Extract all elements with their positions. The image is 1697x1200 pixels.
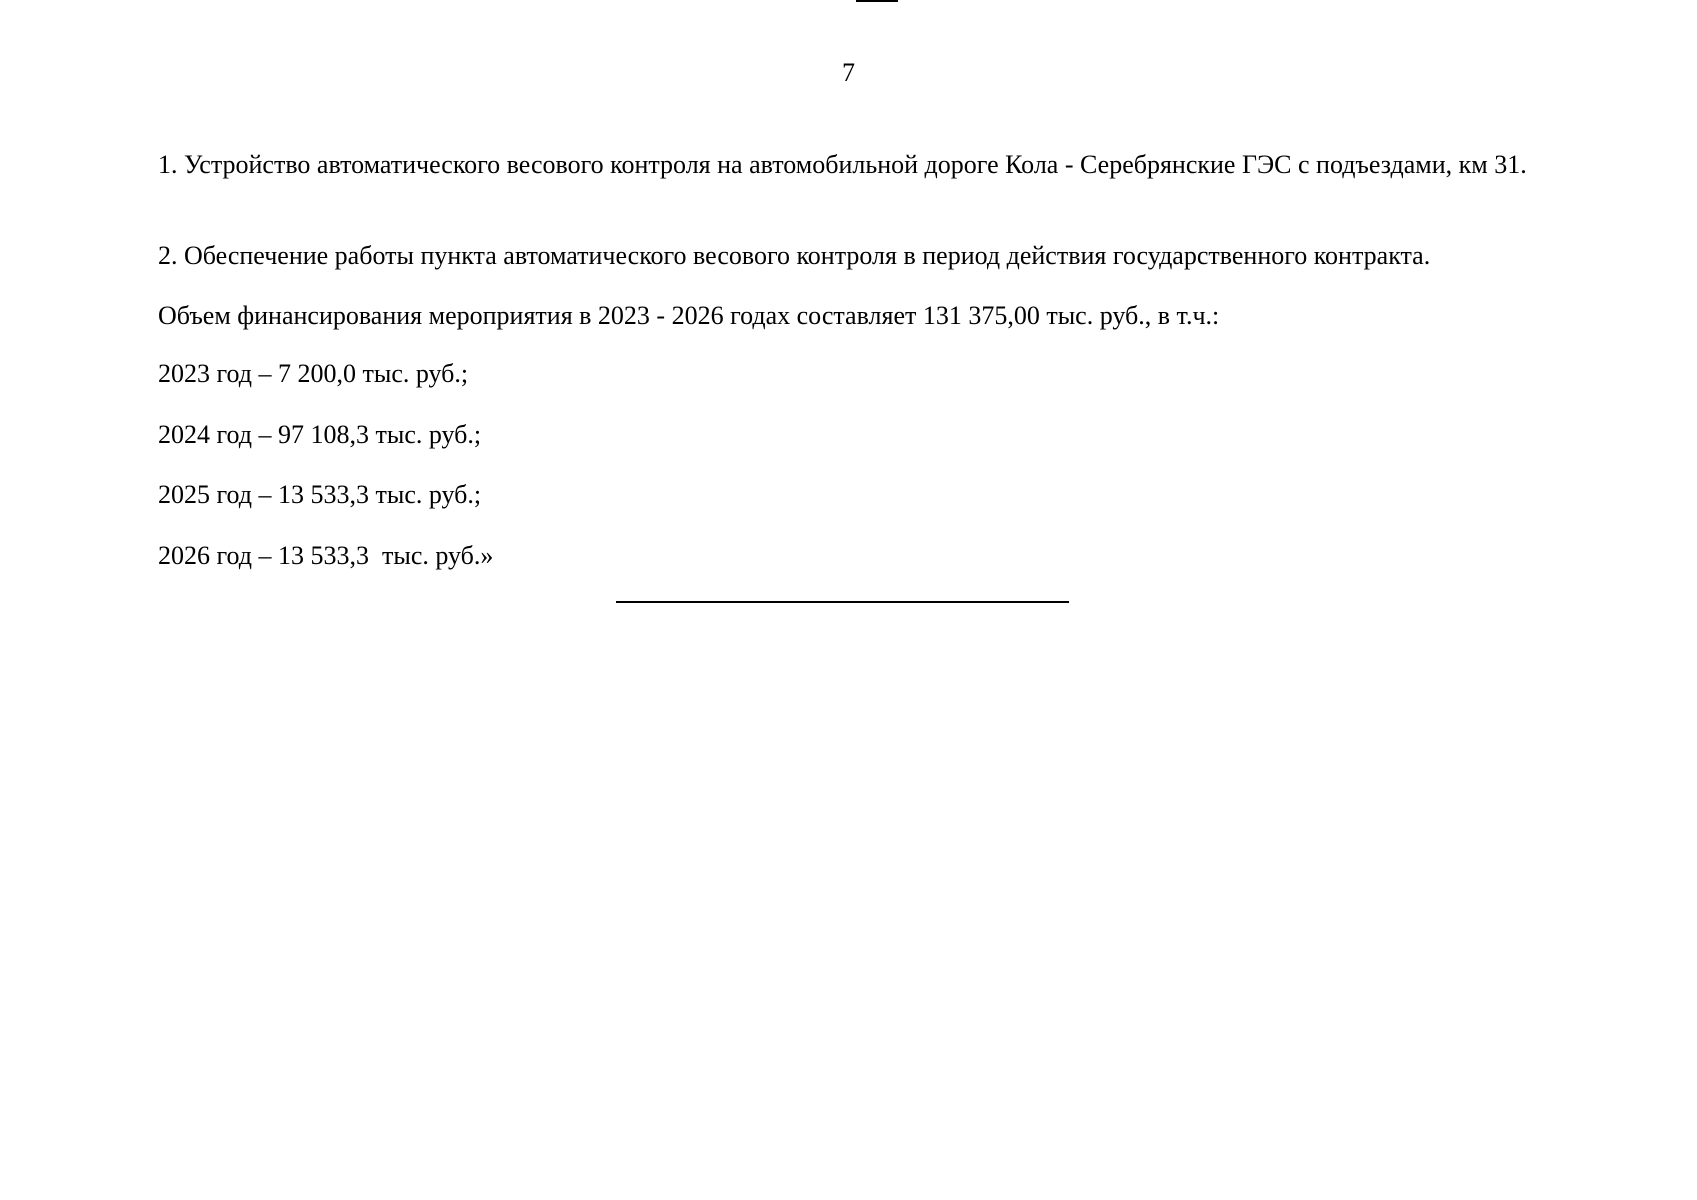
page-number: 7 <box>842 58 855 87</box>
funding-year-2024: 2024 год – 97 108,3 тыс. руб.; <box>158 420 482 449</box>
funding-year-2026: 2026 год – 13 533,3 тыс. руб.» <box>158 541 494 570</box>
funding-summary: Объем финансирования мероприятия в 2023 - 2026 годах составляет 131 375,00 тыс. руб., в т.ч.: <box>158 301 1220 330</box>
closing-rule <box>616 601 1069 603</box>
funding-year-2023: 2023 год – 7 200,0 тыс. руб.; <box>158 359 469 388</box>
funding-year-2025: 2025 год – 13 533,3 тыс. руб.; <box>158 480 482 509</box>
top-edge-mark <box>856 0 898 2</box>
item-2-paragraph: 2. Обеспечение работы пункта автоматического весового контроля в период действия государственного контракта. <box>158 241 1431 270</box>
item-1-paragraph: 1. Устройство автоматического весового контроля на автомобильной дороге Кола - Серебрянские ГЭС с подъездами, км 31. <box>158 150 1527 179</box>
